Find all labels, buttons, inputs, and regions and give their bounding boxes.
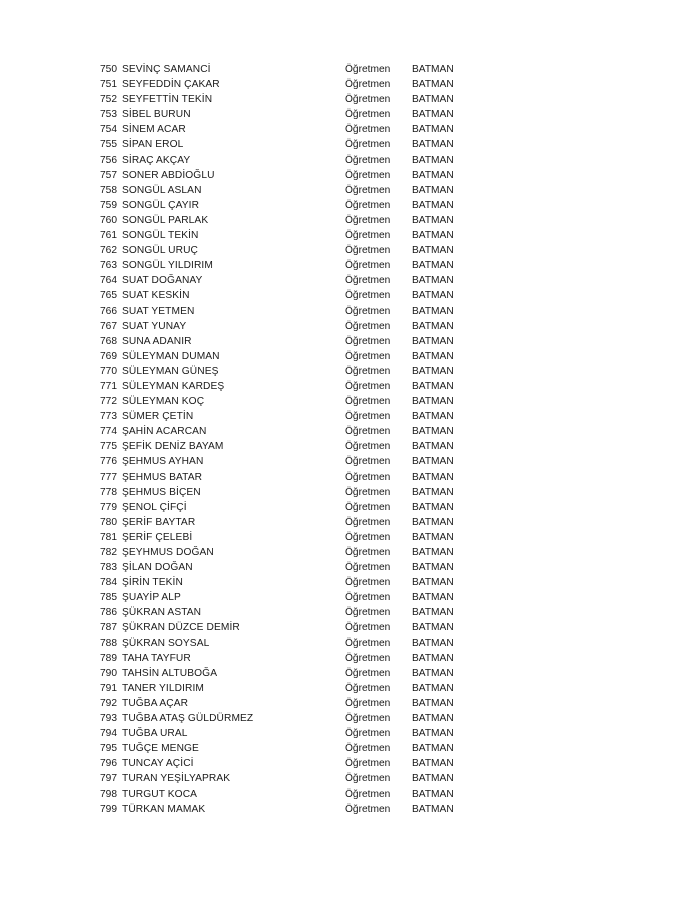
person-city: BATMAN: [412, 411, 454, 423]
row-number: 797: [100, 773, 117, 785]
person-city: BATMAN: [412, 697, 454, 709]
list-item: [100, 258, 480, 273]
person-name: ŞEHMUS AYHAN: [122, 456, 204, 468]
list-item: [100, 168, 480, 183]
list-item: [100, 696, 480, 711]
person-role: Öğretmen: [345, 109, 391, 121]
row-number: 792: [100, 697, 117, 709]
person-role: Öğretmen: [345, 577, 391, 589]
row-number: 759: [100, 199, 117, 211]
list-item: [100, 756, 480, 771]
row-number: 794: [100, 728, 117, 740]
person-role: Öğretmen: [345, 456, 391, 468]
list-item: [100, 273, 480, 288]
person-role: Öğretmen: [345, 773, 391, 785]
list-item: [100, 213, 480, 228]
list-item: [100, 107, 480, 122]
list-item: [100, 787, 480, 802]
person-name: TUĞBA AÇAR: [122, 697, 189, 709]
list-item: [100, 515, 480, 530]
person-city: BATMAN: [412, 456, 454, 468]
list-item: [100, 409, 480, 424]
row-number: 793: [100, 713, 117, 725]
person-name: ŞERİF BAYTAR: [122, 516, 196, 528]
person-name: ŞEHMUS BATAR: [122, 471, 203, 483]
row-number: 788: [100, 637, 117, 649]
person-role: Öğretmen: [345, 275, 391, 287]
person-city: BATMAN: [412, 486, 454, 498]
row-number: 786: [100, 607, 117, 619]
row-number: 779: [100, 501, 117, 513]
person-role: Öğretmen: [345, 320, 391, 332]
person-city: BATMAN: [412, 577, 454, 589]
person-role: Öğretmen: [345, 592, 391, 604]
person-name: TURAN YEŞİLYAPRAK: [122, 773, 231, 785]
person-role: Öğretmen: [345, 169, 391, 181]
list-item: [100, 485, 480, 500]
person-role: Öğretmen: [345, 531, 391, 543]
person-name: ŞAHİN ACARCAN: [122, 426, 207, 438]
person-name: SUAT YUNAY: [122, 320, 187, 332]
row-number: 790: [100, 667, 117, 679]
list-item: [100, 153, 480, 168]
person-role: Öğretmen: [345, 501, 391, 513]
person-name: TUNCAY AÇİCİ: [122, 758, 194, 770]
list-item: [100, 636, 480, 651]
row-number: 775: [100, 441, 117, 453]
list-item: [100, 183, 480, 198]
person-city: BATMAN: [412, 637, 454, 649]
person-city: BATMAN: [412, 350, 454, 362]
person-role: Öğretmen: [345, 622, 391, 634]
person-role: Öğretmen: [345, 682, 391, 694]
person-name: ŞÜKRAN DÜZCE DEMİR: [122, 622, 240, 634]
person-city: BATMAN: [412, 803, 454, 815]
row-number: 752: [100, 94, 117, 106]
person-role: Öğretmen: [345, 260, 391, 272]
person-name: SONGÜL YILDIRIM: [122, 260, 213, 272]
row-number: 771: [100, 380, 117, 392]
person-city: BATMAN: [412, 154, 454, 166]
list-item: [100, 651, 480, 666]
person-role: Öğretmen: [345, 713, 391, 725]
row-number: 768: [100, 335, 117, 347]
person-role: Öğretmen: [345, 184, 391, 196]
person-role: Öğretmen: [345, 230, 391, 242]
person-role: Öğretmen: [345, 350, 391, 362]
person-role: Öğretmen: [345, 743, 391, 755]
person-city: BATMAN: [412, 320, 454, 332]
list-item: [100, 198, 480, 213]
person-city: BATMAN: [412, 758, 454, 770]
list-item: [100, 349, 480, 364]
person-name: SÜLEYMAN KARDEŞ: [122, 380, 225, 392]
person-city: BATMAN: [412, 743, 454, 755]
person-role: Öğretmen: [345, 396, 391, 408]
list-item: [100, 802, 480, 817]
list-item: [100, 304, 480, 319]
row-number: 753: [100, 109, 117, 121]
person-role: Öğretmen: [345, 335, 391, 347]
person-role: Öğretmen: [345, 154, 391, 166]
list-item: [100, 379, 480, 394]
person-name: SEVİNÇ SAMANCİ: [122, 64, 211, 75]
person-role: Öğretmen: [345, 94, 391, 106]
person-city: BATMAN: [412, 335, 454, 347]
person-role: Öğretmen: [345, 199, 391, 211]
person-role: Öğretmen: [345, 486, 391, 498]
row-number: 762: [100, 245, 117, 257]
person-city: BATMAN: [412, 788, 454, 800]
person-role: Öğretmen: [345, 697, 391, 709]
row-number: 754: [100, 124, 117, 136]
row-number: 750: [100, 64, 117, 75]
person-name: TAHSİN ALTUBOĞA: [122, 667, 218, 679]
list-item: [100, 92, 480, 107]
person-name: SİPAN EROL: [122, 139, 184, 151]
person-city: BATMAN: [412, 426, 454, 438]
list-item: [100, 681, 480, 696]
person-name: ŞERİF ÇELEBİ: [122, 531, 193, 543]
person-city: BATMAN: [412, 652, 454, 664]
person-name: SONGÜL URUÇ: [122, 245, 199, 257]
person-role: Öğretmen: [345, 365, 391, 377]
list-item: [100, 605, 480, 620]
row-number: 765: [100, 290, 117, 302]
person-city: BATMAN: [412, 230, 454, 242]
list-item: [100, 243, 480, 258]
row-number: 791: [100, 682, 117, 694]
person-name: SONGÜL PARLAK: [122, 214, 209, 226]
person-city: BATMAN: [412, 592, 454, 604]
person-role: Öğretmen: [345, 245, 391, 257]
person-city: BATMAN: [412, 471, 454, 483]
person-name: ŞEYHMUS DOĞAN: [122, 547, 214, 558]
person-name: SÜLEYMAN KOÇ: [122, 396, 205, 408]
list-item: [100, 620, 480, 635]
person-role: Öğretmen: [345, 471, 391, 483]
person-role: Öğretmen: [345, 290, 391, 302]
person-role: Öğretmen: [345, 441, 391, 453]
row-number: 767: [100, 320, 117, 332]
person-role: Öğretmen: [345, 562, 391, 574]
list-item: [100, 424, 480, 439]
person-role: Öğretmen: [345, 516, 391, 528]
person-name: SİRAÇ AKÇAY: [122, 154, 191, 166]
person-name: TUĞBA URAL: [122, 728, 188, 740]
row-number: 795: [100, 743, 117, 755]
person-city: BATMAN: [412, 713, 454, 725]
person-role: Öğretmen: [345, 380, 391, 392]
person-name: SONGÜL ASLAN: [122, 184, 202, 196]
person-role: Öğretmen: [345, 139, 391, 151]
person-name: SÜLEYMAN DUMAN: [122, 350, 220, 362]
person-name: ŞÜKRAN SOYSAL: [122, 637, 210, 649]
person-role: Öğretmen: [345, 426, 391, 438]
list-item: [100, 545, 480, 560]
list-item: [100, 288, 480, 303]
person-city: BATMAN: [412, 64, 454, 75]
list-item: [100, 560, 480, 575]
person-role: Öğretmen: [345, 64, 391, 75]
list-item: [100, 137, 480, 152]
person-city: BATMAN: [412, 380, 454, 392]
person-name: TÜRKAN MAMAK: [122, 803, 206, 815]
row-number: 783: [100, 562, 117, 574]
person-role: Öğretmen: [345, 607, 391, 619]
row-number: 773: [100, 411, 117, 423]
row-number: 755: [100, 139, 117, 151]
person-role: Öğretmen: [345, 728, 391, 740]
list-item: [100, 666, 480, 681]
row-number: 764: [100, 275, 117, 287]
person-city: BATMAN: [412, 441, 454, 453]
person-role: Öğretmen: [345, 214, 391, 226]
personnel-list: [100, 62, 480, 817]
person-role: Öğretmen: [345, 788, 391, 800]
row-number: 766: [100, 305, 117, 317]
list-item: [100, 530, 480, 545]
row-number: 760: [100, 214, 117, 226]
person-city: BATMAN: [412, 531, 454, 543]
person-name: ŞÜKRAN ASTAN: [122, 607, 202, 619]
list-item: [100, 364, 480, 379]
person-city: BATMAN: [412, 214, 454, 226]
person-role: Öğretmen: [345, 637, 391, 649]
row-number: 777: [100, 471, 117, 483]
person-name: SEYFEDDİN ÇAKAR: [122, 79, 220, 91]
person-city: BATMAN: [412, 245, 454, 257]
person-name: SUAT KESKİN: [122, 290, 190, 302]
row-number: 751: [100, 79, 117, 91]
person-role: Öğretmen: [345, 652, 391, 664]
row-number: 770: [100, 365, 117, 377]
person-name: SÜMER ÇETİN: [122, 411, 194, 423]
row-number: 756: [100, 154, 117, 166]
row-number: 785: [100, 592, 117, 604]
person-name: TANER YILDIRIM: [122, 682, 204, 694]
list-item: [100, 77, 480, 92]
person-role: Öğretmen: [345, 411, 391, 423]
list-item: [100, 470, 480, 485]
list-item: [100, 575, 480, 590]
person-name: ŞİRİN TEKİN: [122, 577, 183, 589]
row-number: 784: [100, 577, 117, 589]
person-name: SUNA ADANIR: [122, 335, 192, 347]
person-city: BATMAN: [412, 728, 454, 740]
row-number: 757: [100, 169, 117, 181]
person-name: SUAT DOĞANAY: [122, 275, 203, 287]
person-city: BATMAN: [412, 305, 454, 317]
row-number: 796: [100, 758, 117, 770]
person-role: Öğretmen: [345, 667, 391, 679]
list-item: [100, 454, 480, 469]
row-number: 772: [100, 396, 117, 408]
row-number: 769: [100, 350, 117, 362]
person-city: BATMAN: [412, 139, 454, 151]
row-number: 778: [100, 486, 117, 498]
list-item: [100, 394, 480, 409]
person-role: Öğretmen: [345, 758, 391, 770]
row-number: 780: [100, 516, 117, 528]
row-number: 782: [100, 547, 117, 558]
list-item: [100, 590, 480, 605]
person-name: ŞENOL ÇİFÇİ: [122, 501, 187, 513]
row-number: 761: [100, 230, 117, 242]
list-item: [100, 122, 480, 137]
person-name: ŞEFİK DENİZ BAYAM: [122, 441, 224, 453]
person-city: BATMAN: [412, 396, 454, 408]
list-item: [100, 500, 480, 515]
person-city: BATMAN: [412, 169, 454, 181]
person-city: BATMAN: [412, 516, 454, 528]
person-city: BATMAN: [412, 667, 454, 679]
person-name: SONER ABDİOĞLU: [122, 169, 215, 181]
person-city: BATMAN: [412, 199, 454, 211]
list-item: [100, 334, 480, 349]
person-name: ŞEHMUS BİÇEN: [122, 486, 201, 498]
person-role: Öğretmen: [345, 305, 391, 317]
person-name: ŞİLAN DOĞAN: [122, 562, 193, 574]
list-item: [100, 771, 480, 786]
row-number: 787: [100, 622, 117, 634]
row-number: 774: [100, 426, 117, 438]
list-item: [100, 439, 480, 454]
row-number: 763: [100, 260, 117, 272]
person-name: TURGUT KOCA: [122, 788, 198, 800]
person-name: ŞUAYİP ALP: [122, 592, 181, 604]
person-name: SEYFETTİN TEKİN: [122, 94, 213, 106]
person-city: BATMAN: [412, 501, 454, 513]
person-city: BATMAN: [412, 109, 454, 121]
person-city: BATMAN: [412, 682, 454, 694]
person-city: BATMAN: [412, 79, 454, 91]
person-name: SUAT YETMEN: [122, 305, 195, 317]
person-city: BATMAN: [412, 773, 454, 785]
list-item: [100, 62, 480, 77]
row-number: 789: [100, 652, 117, 664]
person-city: BATMAN: [412, 547, 454, 558]
list-item: [100, 228, 480, 243]
person-name: SONGÜL TEKİN: [122, 230, 199, 242]
person-role: Öğretmen: [345, 79, 391, 91]
row-number: 758: [100, 184, 117, 196]
person-city: BATMAN: [412, 290, 454, 302]
person-role: Öğretmen: [345, 803, 391, 815]
person-city: BATMAN: [412, 124, 454, 136]
person-city: BATMAN: [412, 184, 454, 196]
person-name: TUĞÇE MENGE: [122, 743, 199, 755]
person-city: BATMAN: [412, 365, 454, 377]
row-number: 799: [100, 803, 117, 815]
person-name: SÜLEYMAN GÜNEŞ: [122, 365, 219, 377]
person-name: SİNEM ACAR: [122, 124, 186, 136]
person-name: TUĞBA ATAŞ GÜLDÜRMEZ: [122, 713, 254, 725]
list-item: [100, 319, 480, 334]
row-number: 798: [100, 788, 117, 800]
person-role: Öğretmen: [345, 124, 391, 136]
person-role: Öğretmen: [345, 547, 391, 558]
row-number: 776: [100, 456, 117, 468]
list-item: [100, 711, 480, 726]
person-name: TAHA TAYFUR: [122, 652, 191, 664]
person-city: BATMAN: [412, 260, 454, 272]
person-city: BATMAN: [412, 562, 454, 574]
person-city: BATMAN: [412, 94, 454, 106]
list-item: [100, 741, 480, 756]
person-name: SONGÜL ÇAYIR: [122, 199, 200, 211]
row-number: 781: [100, 531, 117, 543]
person-city: BATMAN: [412, 622, 454, 634]
person-name: SİBEL BURUN: [122, 109, 191, 121]
person-city: BATMAN: [412, 607, 454, 619]
person-city: BATMAN: [412, 275, 454, 287]
list-item: [100, 726, 480, 741]
